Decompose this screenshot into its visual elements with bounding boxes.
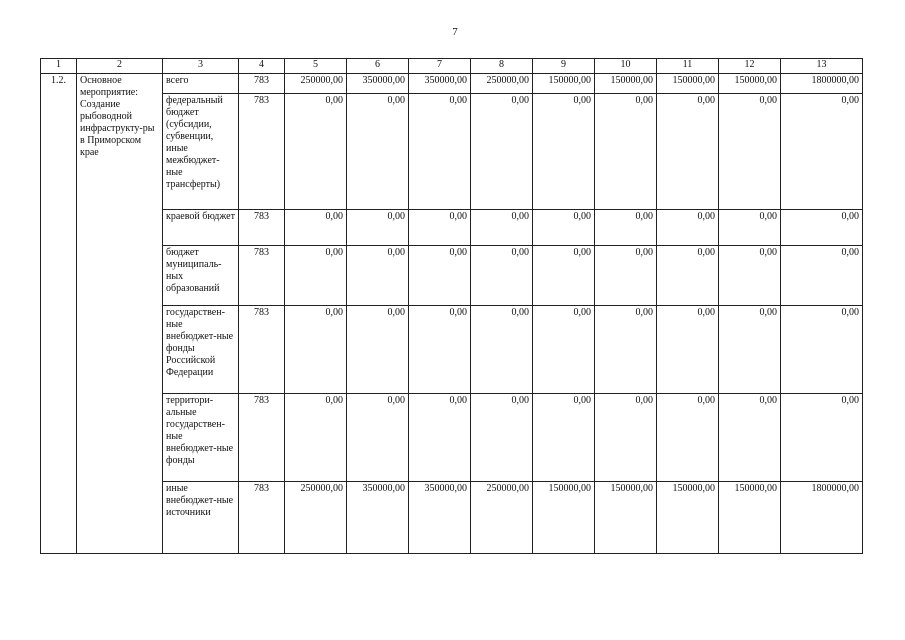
value-cell: 250000,00 bbox=[471, 482, 533, 554]
value-cell: 250000,00 bbox=[285, 482, 347, 554]
value-cell: 0,00 bbox=[781, 246, 863, 306]
value-cell: 0,00 bbox=[657, 306, 719, 394]
value-cell: 350000,00 bbox=[409, 482, 471, 554]
value-cell: 0,00 bbox=[781, 394, 863, 482]
code-cell: 783 bbox=[239, 210, 285, 246]
funding-source: всего bbox=[163, 74, 239, 94]
row-number: 1.2. bbox=[41, 74, 77, 554]
value-cell: 0,00 bbox=[595, 306, 657, 394]
header-cell: 9 bbox=[533, 59, 595, 74]
header-row bbox=[41, 59, 863, 74]
value-cell: 1800000,00 bbox=[781, 482, 863, 554]
value-cell: 0,00 bbox=[409, 94, 471, 210]
value-cell: 150000,00 bbox=[657, 482, 719, 554]
value-cell: 0,00 bbox=[471, 210, 533, 246]
value-cell: 0,00 bbox=[347, 246, 409, 306]
funding-source: государствен-ные внебюджет-ные фонды Российской Федерации bbox=[163, 306, 239, 394]
funding-table bbox=[40, 58, 863, 554]
code-cell: 783 bbox=[239, 482, 285, 554]
value-cell: 0,00 bbox=[719, 210, 781, 246]
table-row bbox=[41, 394, 863, 482]
table-row bbox=[41, 210, 863, 246]
value-cell: 0,00 bbox=[285, 394, 347, 482]
value-cell: 0,00 bbox=[533, 94, 595, 210]
value-cell: 0,00 bbox=[347, 394, 409, 482]
activity-name: Основное мероприятие: Создание рыбоводной инфраструкту-ры в Приморском крае bbox=[77, 74, 163, 554]
value-cell: 150000,00 bbox=[595, 74, 657, 94]
header-cell: 8 bbox=[471, 59, 533, 74]
funding-source: бюджет муниципаль-ных образований bbox=[163, 246, 239, 306]
value-cell: 0,00 bbox=[781, 94, 863, 210]
value-cell: 0,00 bbox=[409, 394, 471, 482]
header-cell: 3 bbox=[163, 59, 239, 74]
header-cell: 7 bbox=[409, 59, 471, 74]
value-cell: 150000,00 bbox=[533, 482, 595, 554]
header-cell: 1 bbox=[41, 59, 77, 74]
code-cell: 783 bbox=[239, 394, 285, 482]
value-cell: 0,00 bbox=[409, 210, 471, 246]
code-cell: 783 bbox=[239, 74, 285, 94]
value-cell: 150000,00 bbox=[595, 482, 657, 554]
code-cell: 783 bbox=[239, 94, 285, 210]
value-cell: 0,00 bbox=[533, 394, 595, 482]
header-cell: 6 bbox=[347, 59, 409, 74]
header-cell: 10 bbox=[595, 59, 657, 74]
value-cell: 0,00 bbox=[719, 394, 781, 482]
value-cell: 350000,00 bbox=[409, 74, 471, 94]
code-cell: 783 bbox=[239, 306, 285, 394]
value-cell: 0,00 bbox=[595, 246, 657, 306]
page-number: 7 bbox=[452, 26, 458, 38]
value-cell: 0,00 bbox=[533, 246, 595, 306]
header-cell: 13 bbox=[781, 59, 863, 74]
value-cell: 0,00 bbox=[285, 246, 347, 306]
value-cell: 0,00 bbox=[471, 394, 533, 482]
value-cell: 0,00 bbox=[657, 210, 719, 246]
value-cell: 0,00 bbox=[781, 210, 863, 246]
value-cell: 0,00 bbox=[533, 306, 595, 394]
value-cell: 0,00 bbox=[595, 210, 657, 246]
value-cell: 0,00 bbox=[409, 246, 471, 306]
value-cell: 0,00 bbox=[285, 306, 347, 394]
value-cell: 0,00 bbox=[347, 210, 409, 246]
funding-source: иные внебюджет-ные источники bbox=[163, 482, 239, 554]
value-cell: 0,00 bbox=[471, 246, 533, 306]
value-cell: 0,00 bbox=[595, 394, 657, 482]
funding-source: краевой бюджет bbox=[163, 210, 239, 246]
value-cell: 0,00 bbox=[471, 94, 533, 210]
value-cell: 0,00 bbox=[409, 306, 471, 394]
value-cell: 350000,00 bbox=[347, 74, 409, 94]
value-cell: 0,00 bbox=[719, 94, 781, 210]
value-cell: 0,00 bbox=[471, 306, 533, 394]
value-cell: 0,00 bbox=[285, 210, 347, 246]
funding-source: федеральный бюджет (субсидии, субвенции, иные межбюджет-ные трансферты) bbox=[163, 94, 239, 210]
value-cell: 0,00 bbox=[781, 306, 863, 394]
value-cell: 1800000,00 bbox=[781, 74, 863, 94]
table-row bbox=[41, 246, 863, 306]
value-cell: 0,00 bbox=[719, 306, 781, 394]
value-cell: 0,00 bbox=[285, 94, 347, 210]
value-cell: 0,00 bbox=[347, 306, 409, 394]
value-cell: 150000,00 bbox=[533, 74, 595, 94]
value-cell: 0,00 bbox=[657, 246, 719, 306]
table-row bbox=[41, 306, 863, 394]
table-row bbox=[41, 482, 863, 554]
value-cell: 0,00 bbox=[657, 394, 719, 482]
value-cell: 0,00 bbox=[533, 210, 595, 246]
value-cell: 0,00 bbox=[719, 246, 781, 306]
table-row bbox=[41, 94, 863, 210]
value-cell: 0,00 bbox=[657, 94, 719, 210]
funding-source: территори-альные государствен-ные внебюджет-ные фонды bbox=[163, 394, 239, 482]
value-cell: 150000,00 bbox=[657, 74, 719, 94]
value-cell: 150000,00 bbox=[719, 482, 781, 554]
value-cell: 250000,00 bbox=[285, 74, 347, 94]
header-cell: 11 bbox=[657, 59, 719, 74]
header-cell: 4 bbox=[239, 59, 285, 74]
table-row bbox=[41, 74, 863, 94]
value-cell: 350000,00 bbox=[347, 482, 409, 554]
header-cell: 12 bbox=[719, 59, 781, 74]
header-cell: 5 bbox=[285, 59, 347, 74]
value-cell: 250000,00 bbox=[471, 74, 533, 94]
value-cell: 0,00 bbox=[595, 94, 657, 210]
code-cell: 783 bbox=[239, 246, 285, 306]
value-cell: 0,00 bbox=[347, 94, 409, 210]
value-cell: 150000,00 bbox=[719, 74, 781, 94]
header-cell: 2 bbox=[77, 59, 163, 74]
